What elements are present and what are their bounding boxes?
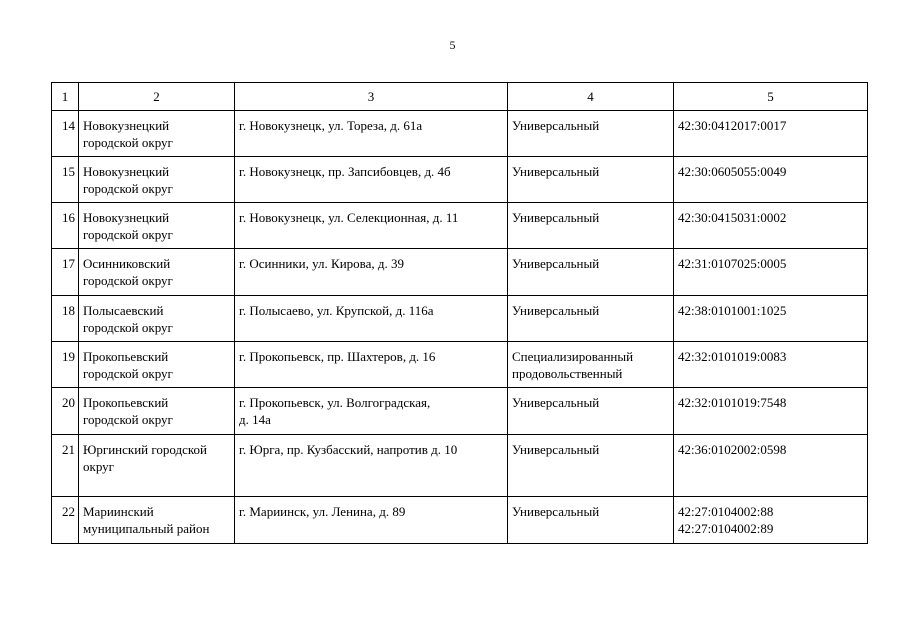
cadastral-number-cell (674, 249, 868, 296)
cell-text-line: Универсальный (512, 395, 600, 410)
table-row (52, 203, 868, 249)
row-number-cell: 19 (52, 342, 79, 388)
cell-text-line: городской округ (83, 320, 173, 335)
cell-text-line: Универсальный (512, 164, 600, 179)
cell-text-line: г. Юрга, пр. Кузбасский, напротив д. 10 (239, 442, 458, 457)
column-header: 5 (674, 83, 868, 111)
cadastral-number-cell (674, 435, 868, 497)
cell-text-line: г. Прокопьевск, ул. Волгоградская, (239, 395, 431, 410)
market-type-cell (508, 342, 674, 388)
table-row (52, 342, 868, 388)
cell-text-line: Универсальный (512, 303, 600, 318)
cell-text-line: городской округ (83, 412, 173, 427)
cadastral-number-cell (674, 111, 868, 157)
cell-text-line: 42:38:0101001:1025 (678, 303, 787, 318)
cell-text-line: г. Прокопьевск, пр. Шахтеров, д. 16 (239, 349, 436, 364)
address-cell (235, 388, 508, 435)
cell-text-line: 42:36:0102002:0598 (678, 442, 787, 457)
column-header: 3 (235, 83, 508, 111)
cell-text-line: 42:30:0415031:0002 (678, 210, 787, 225)
municipality-cell (79, 111, 235, 157)
markets-table (51, 82, 868, 544)
cell-text-line: Новокузнецкий (83, 164, 170, 179)
cell-text-line: округ (83, 459, 114, 474)
market-type-cell (508, 388, 674, 435)
cell-text-line: Прокопьевский (83, 395, 169, 410)
cell-text-line: городской округ (83, 366, 173, 381)
row-number-cell: 17 (52, 249, 79, 296)
row-number-cell: 16 (52, 203, 79, 249)
municipality-cell (79, 157, 235, 203)
row-number-cell: 21 (52, 435, 79, 497)
cell-text-line: г. Новокузнецк, ул. Селекционная, д. 11 (239, 210, 459, 225)
table-row (52, 157, 868, 203)
cell-text-line: Прокопьевский (83, 349, 169, 364)
address-cell (235, 203, 508, 249)
table-row (52, 249, 868, 296)
address-cell (235, 435, 508, 497)
market-type-cell (508, 157, 674, 203)
cell-text-line: 42:27:0104002:89 (678, 521, 774, 536)
page-number: 5 (449, 38, 456, 52)
row-number-cell: 18 (52, 296, 79, 342)
cell-text-line: муниципальный район (83, 521, 210, 536)
address-cell (235, 296, 508, 342)
cell-text-line: Юргинский городской (83, 442, 207, 457)
column-header: 4 (508, 83, 674, 111)
cell-text-line: 42:30:0412017:0017 (678, 118, 787, 133)
address-cell (235, 111, 508, 157)
column-header: 1 (52, 83, 79, 111)
cell-text-line: г. Осинники, ул. Кирова, д. 39 (239, 256, 405, 271)
municipality-cell (79, 249, 235, 296)
address-cell (235, 157, 508, 203)
cell-text-line: д. 14а (239, 412, 271, 427)
cell-text-line: 42:31:0107025:0005 (678, 256, 787, 271)
cell-text-line: Новокузнецкий (83, 210, 170, 225)
row-number-cell: 22 (52, 497, 79, 544)
municipality-cell (79, 342, 235, 388)
cell-text-line: г. Новокузнецк, ул. Тореза, д. 61а (239, 118, 423, 133)
cell-text-line: г. Мариинск, ул. Ленина, д. 89 (239, 504, 406, 519)
cadastral-number-cell (674, 388, 868, 435)
municipality-cell (79, 203, 235, 249)
cell-text-line: Осинниковский (83, 256, 171, 271)
cell-text-line: 42:27:0104002:88 (678, 504, 774, 519)
cell-text-line: Универсальный (512, 442, 600, 457)
cell-text-line: Универсальный (512, 118, 600, 133)
market-type-cell (508, 435, 674, 497)
cadastral-number-cell (674, 157, 868, 203)
row-number-cell: 15 (52, 157, 79, 203)
cell-text-line: г. Полысаево, ул. Крупской, д. 116а (239, 303, 434, 318)
cell-text-line: Универсальный (512, 210, 600, 225)
address-cell (235, 249, 508, 296)
municipality-cell (79, 388, 235, 435)
cadastral-number-cell (674, 296, 868, 342)
cell-text-line: 42:30:0605055:0049 (678, 164, 787, 179)
cell-text-line: городской округ (83, 227, 173, 242)
cell-text-line: Универсальный (512, 504, 600, 519)
row-number-cell: 20 (52, 388, 79, 435)
table-row (52, 497, 868, 544)
table-header-row (52, 83, 868, 111)
cell-text-line: Специализированный (512, 349, 634, 364)
address-cell (235, 497, 508, 544)
municipality-cell (79, 497, 235, 544)
market-type-cell (508, 203, 674, 249)
column-header: 2 (79, 83, 235, 111)
market-type-cell (508, 249, 674, 296)
cell-text-line: Новокузнецкий (83, 118, 170, 133)
cell-text-line: г. Новокузнецк, пр. Запсибовцев, д. 4б (239, 164, 451, 179)
cell-text-line: 42:32:0101019:0083 (678, 349, 787, 364)
table-row (52, 435, 868, 497)
market-type-cell (508, 296, 674, 342)
table-row (52, 296, 868, 342)
cell-text-line: 42:32:0101019:7548 (678, 395, 787, 410)
table-row (52, 111, 868, 157)
cadastral-number-cell (674, 497, 868, 544)
table-row (52, 388, 868, 435)
cell-text-line: городской округ (83, 135, 173, 150)
cell-text-line: Универсальный (512, 256, 600, 271)
market-type-cell (508, 111, 674, 157)
cell-text-line: Полысаевский (83, 303, 164, 318)
row-number-cell: 14 (52, 111, 79, 157)
address-cell (235, 342, 508, 388)
cadastral-number-cell (674, 203, 868, 249)
cell-text-line: городской округ (83, 181, 173, 196)
municipality-cell (79, 435, 235, 497)
cell-text-line: городской округ (83, 273, 173, 288)
cadastral-number-cell (674, 342, 868, 388)
market-type-cell (508, 497, 674, 544)
cell-text-line: продовольственный (512, 366, 623, 381)
municipality-cell (79, 296, 235, 342)
cell-text-line: Мариинский (83, 504, 154, 519)
